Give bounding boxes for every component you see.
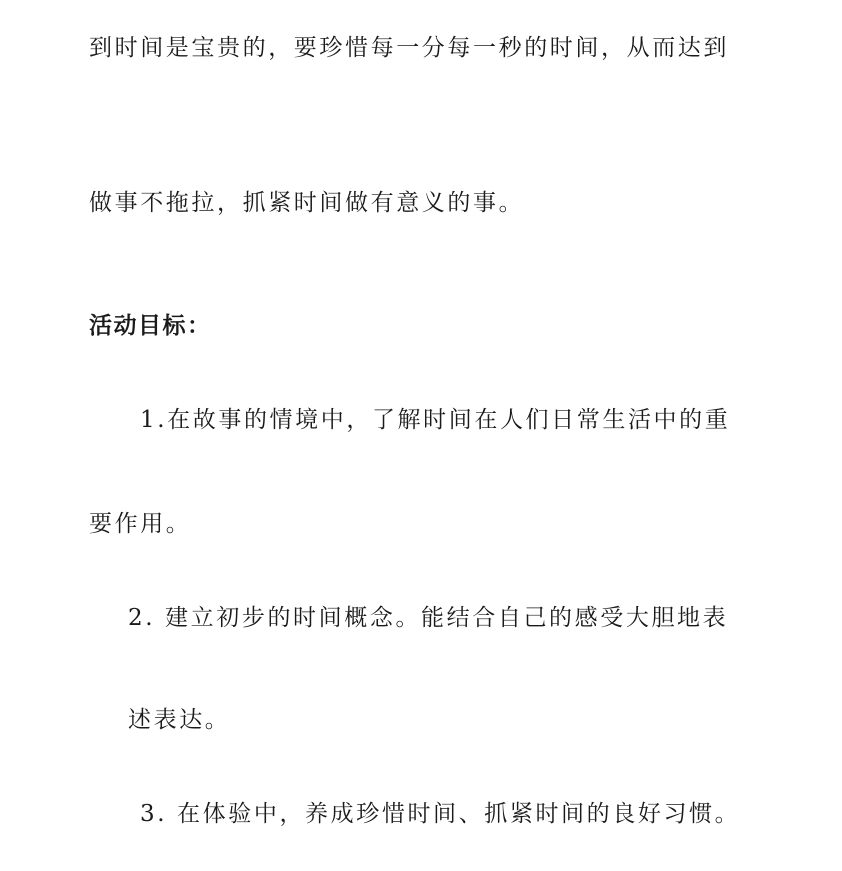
paragraph-intro-line-2: 做事不拖拉，抓紧时间做有意义的事。 [89, 190, 525, 216]
objective-2-line-1: 2. 建立初步的时间概念。能结合自己的感受大胆地表 [128, 605, 729, 631]
paragraph-intro-line-1: 到时间是宝贵的，要珍惜每一分每一秒的时间，从而达到 [89, 35, 729, 61]
objective-1-line-2: 要作用。 [89, 511, 192, 537]
objective-3-line-1: 3. 在体验中，养成珍惜时间、抓紧时间的良好习惯。 [140, 801, 741, 827]
objective-1-line-1: 1.在故事的情境中，了解时间在人们日常生活中的重 [140, 407, 731, 433]
objective-2-line-2: 述表达。 [128, 707, 231, 733]
section-heading-objectives: 活动目标： [89, 313, 212, 339]
